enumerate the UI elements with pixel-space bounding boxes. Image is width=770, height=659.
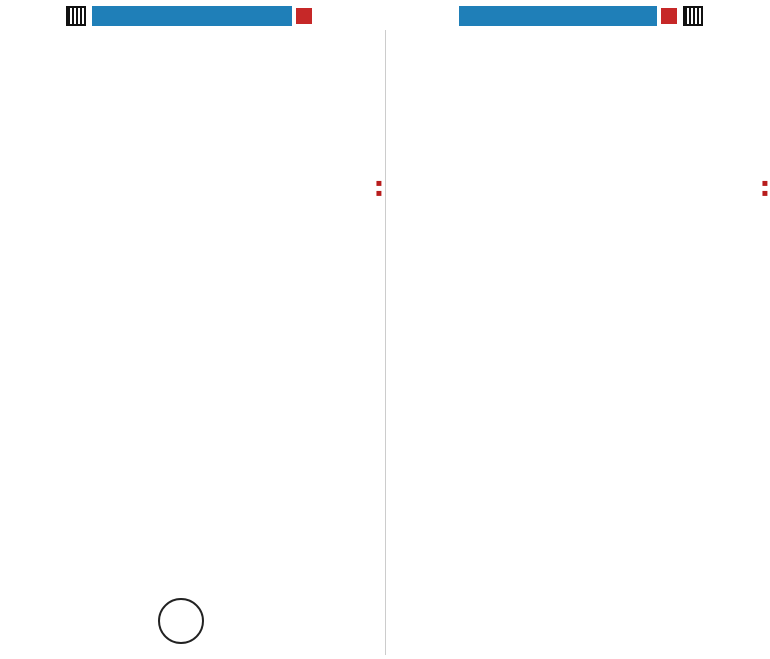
bullet-item [4, 178, 382, 188]
qr-code-icon [66, 6, 86, 26]
section-label-right [459, 6, 657, 26]
qr-code-icon [683, 6, 703, 26]
page-header-left [0, 2, 385, 30]
section-label-left [92, 6, 292, 26]
pdf-icon [661, 8, 677, 24]
bullet-item [4, 188, 382, 198]
pdf-icon [296, 8, 312, 24]
page-header-right [385, 2, 770, 30]
headline-bullets-right [390, 178, 768, 198]
bullet-item [390, 188, 768, 198]
bullet-item [390, 178, 768, 188]
headline-bullets-left [4, 178, 382, 198]
newspaper-seal-icon [158, 598, 204, 644]
page-gutter [385, 30, 386, 655]
